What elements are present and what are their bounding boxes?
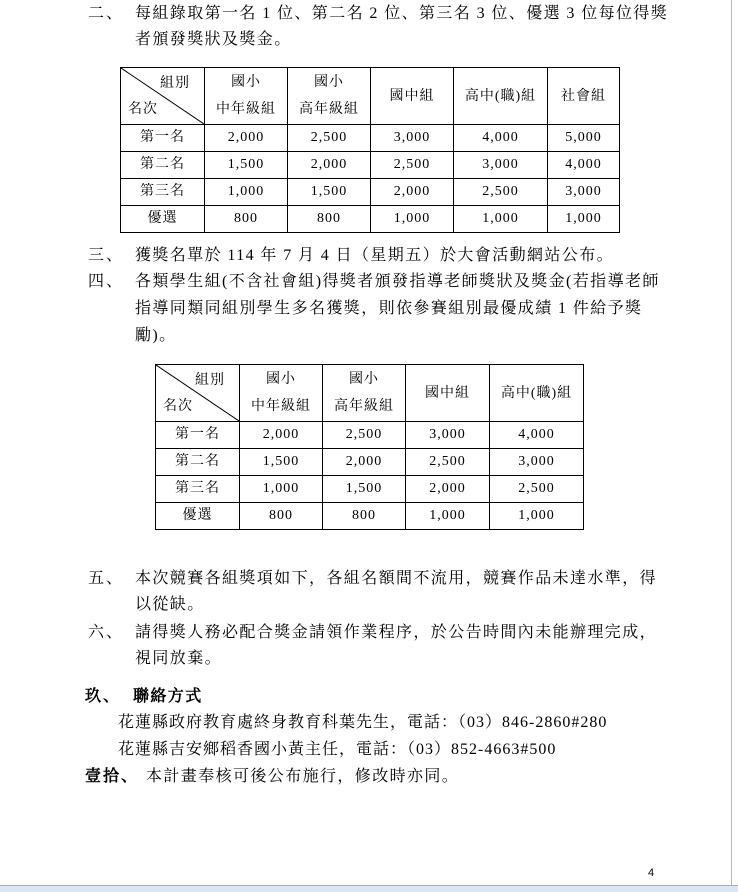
value-cell: 1,500: [288, 179, 371, 206]
section-9-title: 聯絡方式: [133, 688, 203, 705]
section-4-line-2: 指導同類同組別學生多名獲獎，則依參賽組別最優成績 1 件給予獎: [135, 300, 643, 317]
header-cell-elementary-middle: [205, 68, 288, 125]
table-row: [121, 206, 620, 233]
value-cell: 4,000: [490, 422, 584, 449]
value-cell: 2,500: [406, 449, 490, 476]
value-cell: 2,500: [288, 125, 371, 152]
value-cell: 1,500: [323, 476, 406, 503]
header-cell-public: 社會組: [548, 68, 620, 125]
table-header-row: [121, 68, 620, 125]
row-axis-label: 名次: [163, 399, 193, 414]
rank-cell: 優選: [156, 503, 240, 530]
section-5-line-2: 以從缺。: [135, 596, 205, 613]
table-row: [156, 476, 584, 503]
column-axis-label: 組別: [195, 373, 225, 388]
contact-line-county: 花蓮縣政府教育處終身教育科葉先生，電話：（03）846-2860#280: [118, 714, 608, 731]
value-cell: 2,500: [371, 152, 454, 179]
section-9-marker: 玖、: [85, 688, 122, 705]
section-5-marker: 五、: [88, 570, 125, 587]
header-cell-elementary-upper: [323, 365, 406, 422]
contact-line-school: 花蓮縣吉安鄉稻香國小黃主任，電話：（03）852-4663#500: [118, 741, 557, 758]
viewer-right-edge: [731, 0, 732, 885]
value-cell: 2,000: [323, 449, 406, 476]
value-cell: 2,000: [406, 476, 490, 503]
value-cell: 1,000: [454, 206, 548, 233]
section-2-marker: 二、: [88, 5, 125, 22]
header-cell-senior-high: 高中(職)組: [454, 68, 548, 125]
section-6-line-2: 視同放棄。: [135, 650, 223, 667]
value-cell: 1,500: [240, 449, 323, 476]
value-cell: 1,000: [371, 206, 454, 233]
value-cell: 3,000: [454, 152, 548, 179]
rank-cell: 第一名: [156, 422, 240, 449]
rank-cell: 第一名: [121, 125, 205, 152]
corner-header-cell: [156, 365, 240, 422]
header-cell-senior-high: 高中(職)組: [490, 365, 584, 422]
value-cell: 1,500: [205, 152, 288, 179]
value-cell: 1,000: [406, 503, 490, 530]
table-row: [156, 503, 584, 530]
value-cell: 4,000: [454, 125, 548, 152]
value-cell: 2,000: [288, 152, 371, 179]
value-cell: 2,500: [454, 179, 548, 206]
header-line: 中年級組: [216, 102, 276, 117]
value-cell: 800: [205, 206, 288, 233]
value-cell: 5,000: [548, 125, 620, 152]
value-cell: 800: [288, 206, 371, 233]
award-table-student-groups: [155, 364, 584, 530]
value-cell: 2,000: [205, 125, 288, 152]
row-axis-label: 名次: [128, 102, 158, 117]
section-10-marker: 壹拾、: [85, 768, 140, 785]
header-cell-junior-high: 國中組: [371, 68, 454, 125]
value-cell: 1,000: [205, 179, 288, 206]
value-cell: 3,000: [406, 422, 490, 449]
header-line: 國小: [266, 372, 296, 387]
viewer-bottom-edge: [0, 885, 738, 892]
value-cell: 3,000: [490, 449, 584, 476]
section-4-line-3: 勵)。: [135, 327, 177, 344]
section-6-marker: 六、: [88, 624, 125, 641]
header-line: 國小: [349, 372, 379, 387]
award-table-all-groups: [120, 67, 620, 233]
rank-cell: 第三名: [156, 476, 240, 503]
header-cell-junior-high: 國中組: [406, 365, 490, 422]
section-2-line-2: 者頒發獎狀及獎金。: [135, 31, 292, 48]
table-header-row: [156, 365, 584, 422]
section-6-line-1: 請得獎人務必配合獎金請領作業程序，於公告時間內未能辦理完成，: [135, 624, 658, 641]
table-row: [121, 125, 620, 152]
section-3-line-1: 獲獎名單於 114 年 7 月 4 日（星期五）於大會活動網站公布。: [135, 247, 615, 264]
value-cell: 1,000: [490, 503, 584, 530]
value-cell: 4,000: [548, 152, 620, 179]
value-cell: 800: [323, 503, 406, 530]
column-axis-label: 組別: [160, 76, 190, 91]
value-cell: 2,000: [240, 422, 323, 449]
header-line: 高年級組: [299, 102, 359, 117]
rank-cell: 第二名: [156, 449, 240, 476]
header-line: 高年級組: [334, 399, 394, 414]
header-cell-elementary-upper: [288, 68, 371, 125]
header-line: 國小: [231, 75, 261, 90]
table-row: [121, 152, 620, 179]
corner-header-cell: [121, 68, 205, 125]
value-cell: 2,000: [371, 179, 454, 206]
table-row: [156, 449, 584, 476]
section-4-marker: 四、: [88, 273, 125, 290]
section-4-line-1: 各類學生組(不含社會組)得獎者頒發指導老師獎狀及獎金(若指導老師: [135, 273, 660, 290]
header-line: 國小: [314, 75, 344, 90]
value-cell: 3,000: [548, 179, 620, 206]
section-5-line-1: 本次競賽各組獎項如下，各組名額間不流用，競賽作品未達水準，得: [135, 570, 658, 587]
value-cell: 2,500: [490, 476, 584, 503]
section-2-line-1: 每組錄取第一名 1 位、第二名 2 位、第三名 3 位、優選 3 位每位得獎: [135, 5, 669, 22]
value-cell: 1,000: [548, 206, 620, 233]
section-3-marker: 三、: [88, 247, 125, 264]
table-row: [156, 422, 584, 449]
value-cell: 3,000: [371, 125, 454, 152]
rank-cell: 第二名: [121, 152, 205, 179]
value-cell: 2,500: [323, 422, 406, 449]
header-line: 中年級組: [251, 399, 311, 414]
header-cell-elementary-middle: [240, 365, 323, 422]
value-cell: 1,000: [240, 476, 323, 503]
table-row: [121, 179, 620, 206]
page-number: 4: [648, 867, 655, 879]
section-10-text: 本計畫奉核可後公布施行，修改時亦同。: [146, 768, 460, 785]
value-cell: 800: [240, 503, 323, 530]
rank-cell: 優選: [121, 206, 205, 233]
rank-cell: 第三名: [121, 179, 205, 206]
